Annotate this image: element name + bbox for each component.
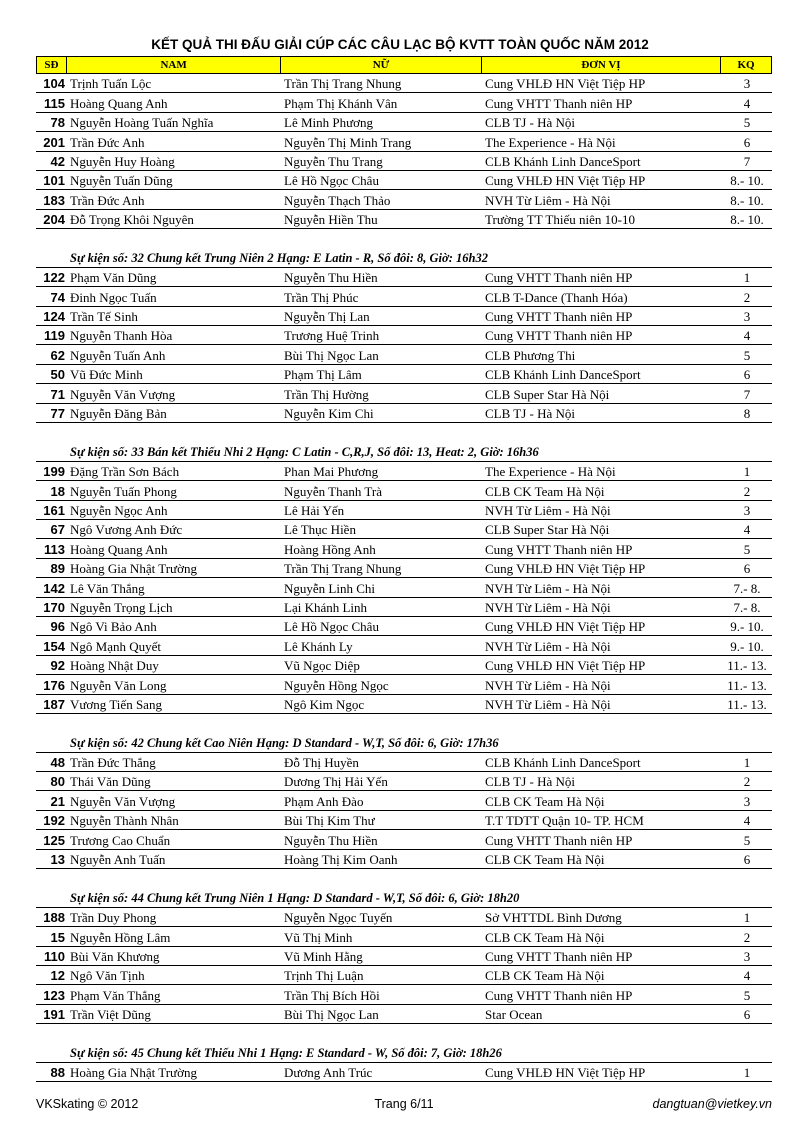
cell-don-vi: NVH Từ Liêm - Hà Nội [482,695,722,714]
table-row [36,74,772,93]
cell-nam: Thái Văn Dũng [67,772,281,791]
cell-nu: Vũ Ngọc Diệp [281,656,482,675]
cell-kq: 7.- 8. [722,598,772,617]
cell-kq: 1 [722,1063,772,1082]
cell-nu: Nguyễn Thạch Thảo [281,190,482,209]
cell-nam: Bùi Văn Khương [67,947,281,966]
cell-nu: Nguyễn Thu Trang [281,152,482,171]
footer-email: dangtuan@vietkey.vn [652,1097,772,1111]
cell-kq: 5 [722,985,772,1004]
table-row [36,830,772,849]
cell-kq: 6 [722,559,772,578]
cell-don-vi: Trường TT Thiếu niên 10-10 [482,210,722,229]
cell-nam: Nguyễn Văn Long [67,675,281,694]
cell-nam: Vương Tiến Sang [67,695,281,714]
spacer-row [36,869,772,888]
cell-nam: Nguyễn Hồng Lâm [67,927,281,946]
table-row [36,113,772,132]
cell-nu: Lê Hồ Ngọc Châu [281,171,482,190]
cell-nu: Lê Hồ Ngọc Châu [281,617,482,636]
cell-nam: Phạm Văn Dũng [67,268,281,287]
cell-sd: 110 [36,947,67,966]
cell-nam: Ngô Văn Tịnh [67,966,281,985]
cell-sd: 89 [36,559,67,578]
cell-nam: Trần Đức Thắng [67,753,281,772]
cell-kq: 5 [722,345,772,364]
cell-nu: Trần Thị Phúc [281,287,482,306]
cell-don-vi: CLB Khánh Linh DanceSport [482,152,722,171]
table-row [36,365,772,384]
table-row [36,93,772,112]
table-row [36,345,772,364]
cell-don-vi: NVH Từ Liêm - Hà Nội [482,578,722,597]
header-sd: SĐ [37,57,67,73]
cell-don-vi: NVH Từ Liêm - Hà Nội [482,675,722,694]
table-row [36,811,772,830]
cell-sd: 15 [36,927,67,946]
cell-don-vi: CLB CK Team Hà Nội [482,966,722,985]
header-nam: NAM [67,57,281,73]
cell-don-vi: CLB CK Team Hà Nội [482,850,722,869]
cell-nu: Trần Thị Trang Nhung [281,559,482,578]
table-row [36,268,772,287]
cell-kq: 2 [722,927,772,946]
table-row [36,908,772,927]
cell-nam: Trịnh Tuấn Lộc [67,74,281,93]
table-row [36,966,772,985]
cell-kq: 3 [722,947,772,966]
table-row [36,695,772,714]
table-row [36,947,772,966]
cell-nam: Hoàng Quang Anh [67,93,281,112]
cell-nu: Lê Thục Hiền [281,520,482,539]
table-row [36,985,772,1004]
cell-sd: 21 [36,791,67,810]
cell-nam: Nguyễn Hoàng Tuấn Nghĩa [67,113,281,132]
cell-nam: Nguyễn Văn Vượng [67,791,281,810]
table-row [36,656,772,675]
cell-kq: 6 [722,850,772,869]
cell-don-vi: NVH Từ Liêm - Hà Nội [482,501,722,520]
event-heading: Sự kiện số: 42 Chung kết Cao Niên Hạng: D Standard - W,T, Số đôi: 6, Giờ: 17h36 [36,733,772,752]
cell-don-vi: CLB Super Star Hà Nội [482,384,722,403]
cell-sd: 80 [36,772,67,791]
cell-don-vi: Cung VHTT Thanh niên HP [482,93,722,112]
cell-sd: 192 [36,811,67,830]
cell-nam: Trần Tế Sinh [67,307,281,326]
cell-don-vi: CLB TJ - Hà Nội [482,404,722,423]
cell-sd: 170 [36,598,67,617]
cell-nam: Ngô Vương Anh Đức [67,520,281,539]
cell-nu: Nguyễn Thu Hiền [281,830,482,849]
cell-sd: 62 [36,345,67,364]
cell-sd: 125 [36,830,67,849]
cell-nam: Nguyễn Tuấn Anh [67,345,281,364]
cell-nam: Nguyễn Ngọc Anh [67,501,281,520]
cell-kq: 2 [722,772,772,791]
cell-kq: 5 [722,830,772,849]
cell-don-vi: Cung VHTT Thanh niên HP [482,326,722,345]
cell-kq: 6 [722,132,772,151]
cell-nam: Hoàng Gia Nhật Trường [67,559,281,578]
cell-don-vi: Cung VHTT Thanh niên HP [482,268,722,287]
cell-don-vi: Cung VHTT Thanh niên HP [482,985,722,1004]
cell-nam: Nguyễn Trọng Lịch [67,598,281,617]
cell-sd: 96 [36,617,67,636]
cell-kq: 5 [722,113,772,132]
cell-sd: 154 [36,636,67,655]
cell-sd: 191 [36,1005,67,1024]
cell-don-vi: CLB Khánh Linh DanceSport [482,753,722,772]
cell-kq: 4 [722,326,772,345]
cell-nam: Nguyễn Thành Nhân [67,811,281,830]
table-body [36,74,772,1082]
table-row [36,171,772,190]
cell-don-vi: Cung VHLĐ HN Việt Tiệp HP [482,74,722,93]
cell-don-vi: CLB CK Team Hà Nội [482,481,722,500]
page-footer [36,1097,772,1113]
cell-kq: 3 [722,791,772,810]
cell-don-vi: CLB CK Team Hà Nội [482,791,722,810]
cell-nu: Nguyễn Kim Chi [281,404,482,423]
cell-kq: 4 [722,811,772,830]
cell-nam: Trương Cao Chuẩn [67,830,281,849]
cell-nu: Trịnh Thị Luận [281,966,482,985]
cell-nu: Lại Khánh Linh [281,598,482,617]
cell-nu: Trần Thị Bích Hồi [281,985,482,1004]
cell-nam: Lê Văn Thắng [67,578,281,597]
cell-sd: 123 [36,985,67,1004]
table-row [36,791,772,810]
cell-sd: 187 [36,695,67,714]
cell-sd: 13 [36,850,67,869]
cell-nu: Hoàng Hồng Anh [281,539,482,558]
cell-nu: Lê Minh Phương [281,113,482,132]
cell-don-vi: Cung VHLĐ HN Việt Tiệp HP [482,656,722,675]
cell-don-vi: Cung VHTT Thanh niên HP [482,947,722,966]
cell-nu: Nguyễn Thanh Trà [281,481,482,500]
cell-don-vi: CLB Phương Thi [482,345,722,364]
table-row [36,384,772,403]
cell-sd: 142 [36,578,67,597]
page-title: KẾT QUẢ THI ĐẤU GIẢI CÚP CÁC CÂU LẠC BỘ KVTT TOÀN QUỐC NĂM 2012 [151,37,649,52]
spacer-row [36,714,772,733]
cell-don-vi: CLB CK Team Hà Nội [482,927,722,946]
cell-kq: 6 [722,1005,772,1024]
table-header [36,56,772,74]
cell-sd: 188 [36,908,67,927]
cell-nu: Bùi Thị Ngọc Lan [281,1005,482,1024]
cell-nu: Dương Thị Hải Yến [281,772,482,791]
table-row [36,675,772,694]
table-row [36,578,772,597]
cell-nu: Phạm Anh Đào [281,791,482,810]
cell-sd: 119 [36,326,67,345]
table-row [36,617,772,636]
cell-kq: 7.- 8. [722,578,772,597]
cell-nam: Trần Đức Anh [67,190,281,209]
cell-don-vi: CLB T-Dance (Thanh Hóa) [482,287,722,306]
cell-sd: 92 [36,656,67,675]
cell-nu: Ngô Kim Ngọc [281,695,482,714]
cell-kq: 1 [722,753,772,772]
cell-nu: Nguyễn Thị Lan [281,307,482,326]
cell-nu: Vũ Minh Hằng [281,947,482,966]
cell-nu: Đỗ Thị Huyền [281,753,482,772]
header-kq: KQ [737,59,755,71]
cell-don-vi: Cung VHTT Thanh niên HP [482,539,722,558]
cell-kq: 2 [722,287,772,306]
cell-sd: 176 [36,675,67,694]
cell-don-vi: Cung VHTT Thanh niên HP [482,307,722,326]
cell-nam: Nguyễn Văn Vượng [67,384,281,403]
cell-don-vi: Cung VHTT Thanh niên HP [482,830,722,849]
cell-sd: 71 [36,384,67,403]
cell-nu: Trương Huệ Trinh [281,326,482,345]
cell-nu: Lê Khánh Ly [281,636,482,655]
cell-nu: Phạm Thị Khánh Vân [281,93,482,112]
results-table [36,56,772,1082]
cell-nam: Hoàng Nhật Duy [67,656,281,675]
table-row [36,190,772,209]
cell-nam: Trần Duy Phong [67,908,281,927]
cell-sd: 88 [36,1063,67,1082]
cell-kq: 1 [722,462,772,481]
table-row [36,636,772,655]
header-don-vi: ĐƠN VỊ [482,57,721,73]
table-row [36,326,772,345]
event-heading: Sự kiện số: 33 Bán kết Thiếu Nhi 2 Hạng: C Latin - C,R,J, Số đôi: 13, Heat: 2, Giờ: 16h36 [36,442,772,461]
cell-nu: Nguyễn Thị Minh Trang [281,132,482,151]
cell-nam: Nguyễn Anh Tuấn [67,850,281,869]
table-row [36,404,772,423]
cell-sd: 199 [36,462,67,481]
cell-kq: 9.- 10. [722,617,772,636]
table-row [36,850,772,869]
cell-nam: Ngô Vi Bảo Anh [67,617,281,636]
spacer-row [36,423,772,442]
cell-kq: 4 [722,93,772,112]
cell-don-vi: The Experience - Hà Nội [482,462,722,481]
cell-don-vi: Sở VHTTDL Bình Dương [482,908,722,927]
cell-don-vi: Cung VHLĐ HN Việt Tiệp HP [482,559,722,578]
cell-kq: 6 [722,365,772,384]
cell-kq: 3 [722,74,772,93]
cell-nam: Hoàng Gia Nhật Trường [67,1063,281,1082]
cell-nu: Trần Thị Hường [281,384,482,403]
cell-kq: 8.- 10. [722,210,772,229]
cell-nu: Phạm Thị Lâm [281,365,482,384]
table-row [36,501,772,520]
cell-don-vi: CLB TJ - Hà Nội [482,113,722,132]
cell-kq: 7 [722,384,772,403]
footer-copyright: VKSkating © 2012 [36,1097,139,1111]
cell-don-vi: CLB Khánh Linh DanceSport [482,365,722,384]
event-heading: Sự kiện số: 45 Chung kết Thiếu Nhi 1 Hạng: E Standard - W, Số đôi: 7, Giờ: 18h26 [36,1044,772,1063]
cell-sd: 50 [36,365,67,384]
cell-nam: Đỗ Trọng Khôi Nguyên [67,210,281,229]
cell-nam: Phạm Văn Thắng [67,985,281,1004]
cell-nu: Trần Thị Trang Nhung [281,74,482,93]
spacer-row [36,229,772,248]
cell-sd: 48 [36,753,67,772]
cell-nu: Hoàng Thị Kim Oanh [281,850,482,869]
cell-sd: 12 [36,966,67,985]
cell-sd: 113 [36,539,67,558]
cell-nam: Trần Việt Dũng [67,1005,281,1024]
spacer-row [36,1024,772,1043]
event-heading: Sự kiện số: 44 Chung kết Trung Niên 1 Hạng: D Standard - W,T, Số đôi: 6, Giờ: 18h20 [36,888,772,907]
table-row [36,559,772,578]
cell-nu: Vũ Thị Minh [281,927,482,946]
cell-kq: 7 [722,152,772,171]
table-row [36,1005,772,1024]
table-row [36,132,772,151]
cell-nu: Nguyễn Hồng Ngọc [281,675,482,694]
cell-kq: 11.- 13. [722,675,772,694]
cell-nam: Hoàng Quang Anh [67,539,281,558]
table-row [36,1063,772,1082]
cell-kq: 8.- 10. [722,190,772,209]
table-row [36,927,772,946]
cell-kq: 4 [722,520,772,539]
cell-don-vi: Cung VHLĐ HN Việt Tiệp HP [482,171,722,190]
cell-nam: Đinh Ngọc Tuấn [67,287,281,306]
cell-nu: Nguyễn Ngọc Tuyến [281,908,482,927]
cell-sd: 67 [36,520,67,539]
table-row [36,753,772,772]
cell-kq: 11.- 13. [722,695,772,714]
table-row [36,462,772,481]
cell-sd: 183 [36,190,67,209]
cell-nam: Nguyễn Huy Hoàng [67,152,281,171]
cell-nam: Nguyễn Tuấn Phong [67,481,281,500]
cell-nam: Trần Đức Anh [67,132,281,151]
cell-sd: 78 [36,113,67,132]
cell-nu: Nguyễn Hiền Thu [281,210,482,229]
cell-nam: Nguyễn Tuấn Dũng [67,171,281,190]
cell-don-vi: Star Ocean [482,1005,722,1024]
cell-kq: 8.- 10. [722,171,772,190]
cell-don-vi: NVH Từ Liêm - Hà Nội [482,636,722,655]
table-row [36,598,772,617]
cell-don-vi: Cung VHLĐ HN Việt Tiệp HP [482,1063,722,1082]
event-heading: Sự kiện số: 32 Chung kết Trung Niên 2 Hạng: E Latin - R, Số đôi: 8, Giờ: 16h32 [36,249,772,268]
cell-kq: 1 [722,268,772,287]
cell-nu: Bùi Thị Ngọc Lan [281,345,482,364]
cell-nam: Ngô Mạnh Quyết [67,636,281,655]
cell-nu: Bùi Thị Kim Thư [281,811,482,830]
header-nu: NỮ [281,57,481,73]
table-row [36,307,772,326]
table-row [36,210,772,229]
cell-sd: 204 [36,210,67,229]
cell-sd: 161 [36,501,67,520]
cell-sd: 74 [36,287,67,306]
cell-sd: 201 [36,132,67,151]
cell-nam: Vũ Đức Minh [67,365,281,384]
cell-sd: 42 [36,152,67,171]
cell-nu: Phan Mai Phương [281,462,482,481]
cell-kq: 11.- 13. [722,656,772,675]
cell-sd: 124 [36,307,67,326]
cell-kq: 5 [722,539,772,558]
cell-nam: Nguyễn Đăng Bản [67,404,281,423]
table-row [36,481,772,500]
cell-sd: 77 [36,404,67,423]
cell-sd: 101 [36,171,67,190]
cell-kq: 3 [722,307,772,326]
table-row [36,287,772,306]
table-row [36,152,772,171]
cell-sd: 115 [36,93,67,112]
table-row [36,520,772,539]
cell-nu: Lê Hải Yến [281,501,482,520]
cell-sd: 18 [36,481,67,500]
cell-don-vi: NVH Từ Liêm - Hà Nội [482,598,722,617]
cell-don-vi: Cung VHLĐ HN Việt Tiệp HP [482,617,722,636]
cell-don-vi: CLB Super Star Hà Nội [482,520,722,539]
cell-kq: 9.- 10. [722,636,772,655]
cell-sd: 104 [36,74,67,93]
cell-nam: Nguyễn Thanh Hòa [67,326,281,345]
table-row [36,539,772,558]
cell-kq: 2 [722,481,772,500]
cell-nu: Nguyễn Linh Chi [281,578,482,597]
cell-nu: Dương Anh Trúc [281,1063,482,1082]
cell-kq: 3 [722,501,772,520]
cell-kq: 1 [722,908,772,927]
cell-kq: 4 [722,966,772,985]
cell-sd: 122 [36,268,67,287]
table-row [36,772,772,791]
cell-kq: 8 [722,404,772,423]
cell-don-vi: NVH Từ Liêm - Hà Nội [482,190,722,209]
cell-don-vi: T.T TDTT Quận 10- TP. HCM [482,811,722,830]
footer-page-number: Trang 6/11 [374,1097,434,1111]
cell-don-vi: The Experience - Hà Nội [482,132,722,151]
cell-nam: Đặng Trần Sơn Bách [67,462,281,481]
cell-don-vi: CLB TJ - Hà Nội [482,772,722,791]
cell-nu: Nguyễn Thu Hiền [281,268,482,287]
